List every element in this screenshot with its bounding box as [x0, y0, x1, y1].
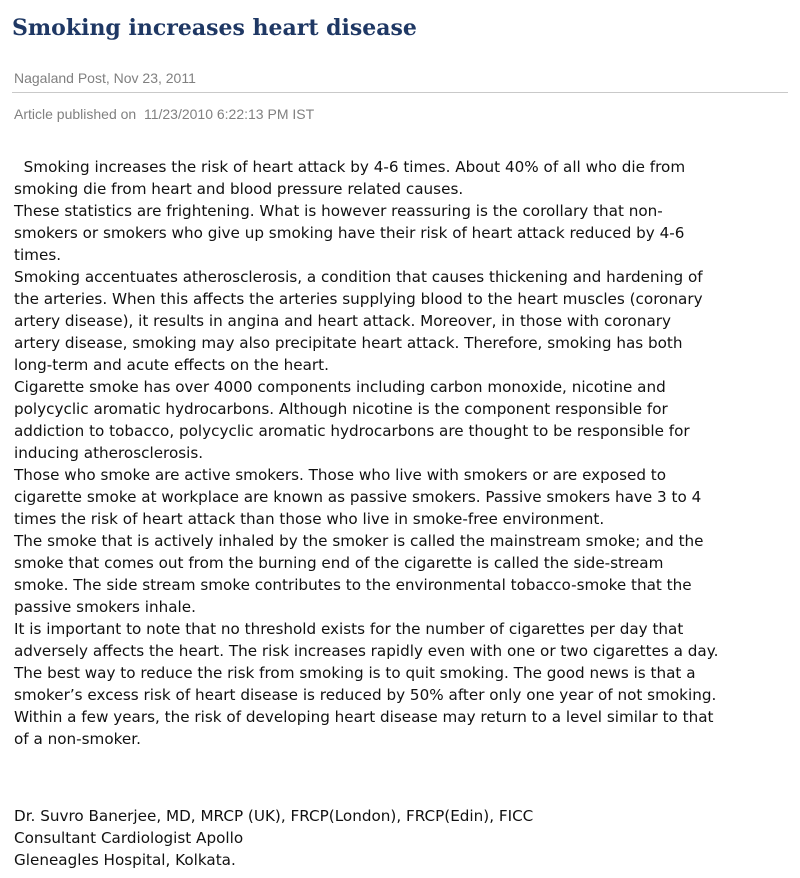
signature-line: Dr. Suvro Banerjee, MD, MRCP (UK), FRCP(London), FRCP(Edin), FICC	[14, 807, 534, 825]
source-dateline: Nagaland Post, Nov 23, 2011	[14, 70, 196, 86]
body-line: smokers or smokers who give up smoking have their risk of heart attack reduced by 4-6	[14, 224, 685, 242]
body-line: artery disease, smoking may also precipitate heart attack. Therefore, smoking has both	[14, 334, 683, 352]
signature-line: Gleneagles Hospital, Kolkata.	[14, 851, 236, 869]
body-line: addiction to tobacco, polycyclic aromatic hydrocarbons are thought to be responsible for	[14, 422, 690, 440]
body-line: Smoking increases the risk of heart attack by 4-6 times. About 40% of all who die from	[14, 158, 686, 176]
body-line: cigarette smoke at workplace are known as passive smokers. Passive smokers have 3 to 4	[14, 488, 702, 506]
body-line: polycyclic aromatic hydrocarbons. Although nicotine is the component responsible for	[14, 400, 668, 418]
body-line: of a non-smoker.	[14, 730, 141, 748]
body-line: Smoking accentuates atherosclerosis, a condition that causes thickening and hardening of	[14, 268, 703, 286]
body-line: These statistics are frightening. What is however reassuring is the corollary that non-	[14, 202, 663, 220]
body-line: adversely affects the heart. The risk increases rapidly even with one or two cigarettes a day.	[14, 642, 719, 660]
body-line: inducing atherosclerosis.	[14, 444, 204, 462]
body-line: long-term and acute effects on the heart.	[14, 356, 329, 374]
body-line: times the risk of heart attack than those who live in smoke-free environment.	[14, 510, 605, 528]
body-line: passive smokers inhale.	[14, 598, 196, 616]
body-line: smoking die from heart and blood pressure related causes.	[14, 180, 464, 198]
body-line: It is important to note that no threshold exists for the number of cigarettes per day that	[14, 620, 684, 638]
body-line: times.	[14, 246, 62, 264]
body-line: The best way to reduce the risk from smoking is to quit smoking. The good news is that a	[14, 664, 696, 682]
body-line: the arteries. When this affects the arteries supplying blood to the heart muscles (coronary	[14, 290, 703, 308]
article-body	[14, 156, 794, 750]
article-headline: Smoking increases heart disease	[12, 15, 417, 41]
published-timestamp: Article published on 11/23/2010 6:22:13 PM IST	[14, 106, 315, 122]
body-line: Those who smoke are active smokers. Those who live with smokers or are exposed to	[14, 466, 667, 484]
body-line: Cigarette smoke has over 4000 components including carbon monoxide, nicotine and	[14, 378, 666, 396]
author-signature	[14, 805, 533, 871]
body-line: smoke. The side stream smoke contributes to the environmental tobacco-smoke that the	[14, 576, 692, 594]
body-line: artery disease), it results in angina and heart attack. Moreover, in those with coronary	[14, 312, 671, 330]
signature-line: Consultant Cardiologist Apollo	[14, 829, 244, 847]
body-line: smoke that comes out from the burning end of the cigarette is called the side-stream	[14, 554, 664, 572]
body-line: The smoke that is actively inhaled by the smoker is called the mainstream smoke; and the	[14, 532, 704, 550]
body-line: smoker’s excess risk of heart disease is reduced by 50% after only one year of not smoking.	[14, 686, 717, 704]
body-line: Within a few years, the risk of developing heart disease may return to a level similar to that	[14, 708, 714, 726]
header-divider	[12, 92, 788, 93]
